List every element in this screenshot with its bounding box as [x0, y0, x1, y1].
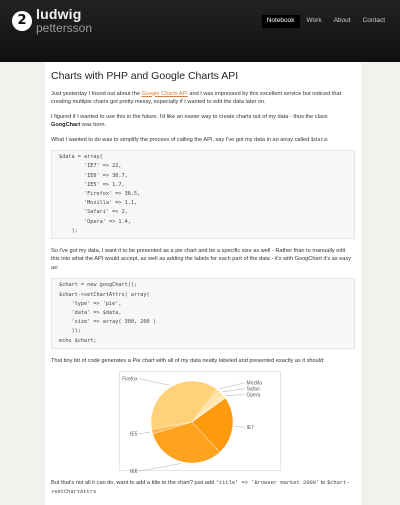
paragraph-usage: So I've got my data, I want it to be presented as a pie chart and be a specific size as well - Rather than to manually edit this into what the API would accept, as well as adding the labels for each part of the data - it's with GoogChart it's as easy as: [51, 247, 352, 271]
pie-label-safari: Safari [246, 386, 260, 393]
logo-name-last: pettersson [36, 21, 93, 35]
pie-leader-firefox [139, 379, 170, 386]
p1-text-after: and I was impressed by this excellent service but noticed that creating multiple charts got pretty messy, especially if I wanted to edit the data later on. [51, 90, 342, 106]
logo-badge-icon [12, 11, 32, 31]
nav-contact[interactable]: Contact [362, 17, 385, 24]
paragraph-result: That tiny bit of code generates a Pie chart with all of my data neatly labeled and presented exactly as it should: [51, 357, 325, 364]
p3-end: : [326, 136, 329, 143]
article [45, 62, 361, 505]
page-background [0, 62, 400, 505]
nav-work[interactable]: Work [306, 17, 322, 24]
site-header [0, 0, 400, 62]
logo-glyph: 2 [17, 13, 27, 28]
p2-text-after: was born. [80, 122, 107, 129]
article-title: Charts with PHP and Google Charts API [51, 70, 239, 82]
inline-code-data: $data [310, 136, 327, 143]
pie-label-mozilla: Mozilla [246, 380, 263, 387]
paragraph-data-intro [51, 136, 355, 145]
pie-label-ie7: IE7 [246, 425, 255, 432]
inline-code-title: 'title' => 'Browser market 2008' [215, 480, 320, 487]
pie-leader-ie5 [139, 432, 150, 434]
paragraph-intro [51, 90, 355, 107]
pie-label-firefox: Firefox [122, 376, 138, 383]
pie-chart-svg [120, 372, 280, 476]
pie-leader-opera [226, 395, 245, 396]
pie-leader-safari [223, 389, 245, 392]
p6-text-before: But that's not all it can do, want to add a title to the chart? just add [51, 480, 216, 487]
pie-label-ie6: IE6 [129, 469, 138, 476]
p3-text: What I wanted to do was to simplify the process of calling the API, say I've got my data in an array called [51, 136, 311, 143]
code-block-data-array: $data = array( 'IE7' => 22, 'IE6' => 30.7, 'IE5' => 1.7, 'Firefox' => 36.5, 'Mozilla' => 1.1, 'Safari' => 2, 'Opera' => 1.4, ); [51, 150, 355, 239]
paragraph-class-intro [51, 113, 355, 130]
inline-code-setchartattrs: $chart->setChartAttrs [51, 480, 350, 495]
pie-leader-ie6 [139, 464, 181, 472]
code-block-chart-usage: $chart = new googChart(); $chart->setChartAttrs( array( 'type' => 'pie', 'data' => $data, 'size' => array( 300, 200 ) )); echo $chart; [51, 278, 355, 348]
pie-leader-mozilla [219, 383, 245, 389]
p2-text-before: I figured if I wanted to use this in the future, I'd like an easier way to create charts out of my data - thus the class [51, 113, 328, 120]
pie-chart [119, 371, 281, 476]
logo-text [36, 7, 92, 34]
pie-leader-ie7 [235, 427, 245, 428]
p1-text-before: Just yesterday I found out about the [51, 90, 142, 97]
nav-about[interactable]: About [333, 17, 351, 24]
logo-name-first: ludwig [36, 6, 82, 22]
google-charts-api-link[interactable]: Google Charts API [141, 90, 188, 97]
class-name: GoogChart [51, 122, 81, 129]
p6-text-mid: to [319, 480, 327, 487]
nav-notebook[interactable]: Notebook [262, 15, 300, 28]
main-nav [262, 15, 390, 28]
paragraph-title-tip [51, 479, 355, 496]
site-logo[interactable] [12, 7, 92, 34]
pie-label-ie5: IE5 [129, 432, 138, 439]
pie-label-opera: Opera [246, 392, 261, 399]
